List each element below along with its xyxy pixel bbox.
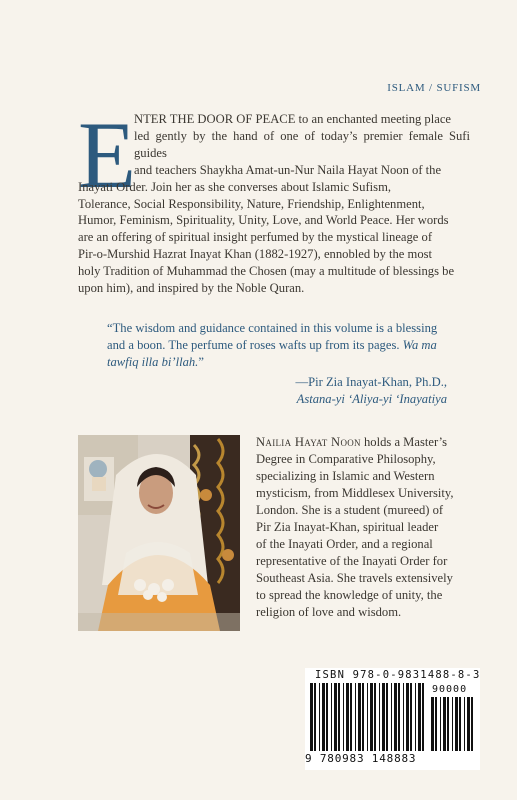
description-line: and teachers Shaykha Amat-un-Nur Naila Hayat Noon of the (134, 162, 442, 177)
bio-line: Pir Zia Inayat-Khan, spiritual leader (256, 520, 439, 534)
description-line: Humor, Feminism, Spirituality, Unity, Love, and World Peace. Her words (78, 213, 449, 228)
quote-text: “The wisdom and guidance contained in this volume is a blessing and a boon. The perfume of roses wafts up from its pages. (107, 321, 438, 352)
description-line: Tolerance, Social Responsibility, Nature, Friendship, Enlightenment, (78, 196, 425, 211)
bio-line: Southeast Asia. She travels extensively (256, 571, 453, 585)
bio-line: representative of the Inayati Order for (256, 554, 448, 568)
price-barcode-icon (431, 697, 475, 751)
ean-digits: 9 780983 148883 (305, 752, 417, 765)
drop-cap: E (78, 102, 137, 208)
author-photo (78, 435, 240, 631)
description-line: holy Tradition of Muhammad the Chosen (may a multitude of blessings be (78, 264, 455, 279)
bio-line: specializing in Islamic and Western (256, 469, 435, 483)
description-line: led gently by the hand of one of today’s premier female Sufi guides (134, 128, 470, 160)
description-line: upon him), and inspired by the Noble Quran. (78, 281, 305, 296)
description-line: Pir-o-Murshid Hazrat Inayat Khan (1882-1927), ennobled by the most (78, 247, 433, 262)
author-name: Nailia Hayat Noon (256, 435, 361, 449)
bio-line: of the Inayati Order, and a regional (256, 537, 433, 551)
book-description (78, 111, 470, 297)
description-line: are an offering of spiritual insight perfumed by the mystical lineage of (78, 230, 433, 245)
quote-attribution (296, 374, 447, 408)
bio-line: Nailia Hayat Noon holds a Master’s (256, 435, 448, 449)
description-line: Inayati Order. Join her as she converses about Islamic Sufism, (78, 179, 392, 194)
bio-line: Degree in Comparative Philosophy, (256, 452, 436, 466)
endorsement-quote (107, 320, 441, 371)
author-bio (256, 434, 470, 621)
category-label: ISLAM / SUFISM (387, 82, 481, 94)
quote-italic: Wa ma tawfiq illa bi’llah. (107, 338, 437, 369)
bio-line: mysticism, from Middlesex University, (256, 486, 454, 500)
quote-affiliation: Astana-yi ‘Aliya-yi ‘Inayatiya (296, 392, 447, 406)
quote-closing: ” (198, 355, 204, 369)
isbn-text: ISBN 978-0-9831488-8-3 (315, 669, 481, 681)
bio-line: to spread the knowledge of unity, the (256, 588, 443, 602)
quote-author: —Pir Zia Inayat-Khan, Ph.D., (295, 375, 447, 389)
price-code: 90000 (432, 684, 468, 695)
bio-line: London. She is a student (mureed) of (256, 503, 444, 517)
bio-line: religion of love and wisdom. (256, 605, 402, 619)
description-line: NTER THE DOOR OF PEACE to an enchanted meeting place (134, 112, 451, 126)
barcode-icon (310, 683, 426, 751)
